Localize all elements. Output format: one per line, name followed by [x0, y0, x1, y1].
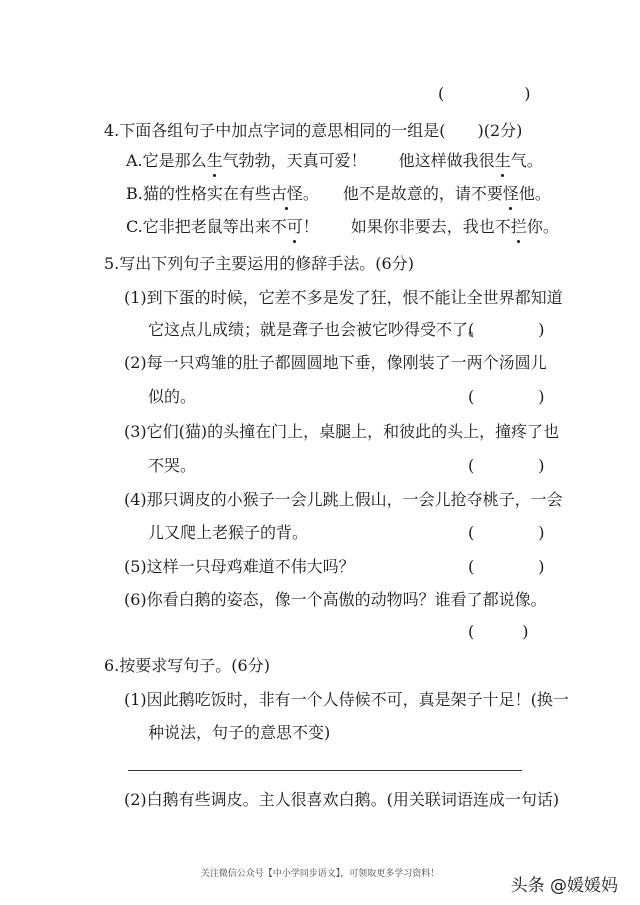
q5-stem: 5.写出下列句子主要运用的修辞手法。(6分)	[104, 254, 414, 273]
q5-s4-line1: (4)那只调皮的小猴子一会儿跳上假山，一会儿抢夺桃子，一会	[124, 490, 563, 509]
q4-option-a[interactable]	[126, 150, 543, 172]
option-a-text: 气勃勃，天真可爱！ 他这样做我很	[222, 151, 495, 170]
answer-writing-line[interactable]	[128, 770, 522, 771]
q6-s1-line2: 种说法，句子的意思不变)	[148, 723, 331, 742]
option-a-text: 气。	[510, 151, 543, 170]
q5-s1-line2: 它这点儿成绩；就是聋子也会被它吵得受不了。	[148, 320, 485, 339]
answer-blank[interactable]: ( )	[468, 387, 545, 406]
q5-s6-line1: (6)你看白鹅的姿态，像一个高傲的动物吗？谁看了都说像。	[124, 590, 547, 609]
dotted-char: 古怪	[270, 184, 303, 203]
q5-s5-line1: (5)这样一只母鸡难道不伟大吗？	[124, 557, 355, 576]
answer-blank[interactable]: ( )	[468, 622, 529, 641]
dotted-char: 生	[206, 151, 223, 170]
option-a-text: A.它是那么	[126, 151, 207, 170]
answer-blank[interactable]: ( )	[468, 456, 545, 475]
q5-s2-line1: (2)每一只鸡雏的肚子都圆圆地下垂，像刚装了一两个汤圆儿	[124, 353, 547, 372]
option-b-text: 。 他不是故意的，请不要	[302, 184, 503, 203]
q6-s2-line1: (2)白鹅有些调皮。主人很喜欢白鹅。(用关联词语连成一句话)	[124, 790, 560, 809]
q5-s3-line1: (3)它们(猫)的头撞在门上，桌腿上，和彼此的头上，撞疼了也	[124, 422, 560, 441]
q5-s4-line2: 儿又爬上老猴子的背。	[148, 523, 309, 542]
q4-option-c[interactable]	[126, 216, 559, 238]
dotted-char: 可	[286, 217, 303, 236]
option-c-text: ！ 如果你非要去，我也不	[302, 217, 511, 236]
answer-blank[interactable]: ( )	[468, 320, 545, 339]
q5-s1-line1: (1)到下蛋的时候，它差不多是发了狂，恨不能让全世界都知道	[124, 288, 563, 307]
option-c-text: C.它非把老鼠等出来不	[126, 217, 287, 236]
q6-stem: 6.按要求写句子。(6分)	[104, 656, 270, 675]
option-c-text: 你。	[526, 217, 559, 236]
dotted-char: 拦	[510, 217, 527, 236]
q4-option-b[interactable]	[126, 183, 551, 205]
q5-s2-line2: 似的。	[148, 387, 197, 406]
option-b-text: B.猫的性格实在有些	[126, 184, 271, 203]
q5-s3-line2: 不哭。	[148, 456, 197, 475]
dotted-char: 生	[494, 151, 511, 170]
q6-s1-line1: (1)因此鹅吃饭时，非有一个人侍候不可，真是架子十足！(换一	[124, 690, 569, 709]
answer-blank[interactable]: ( )	[468, 523, 545, 542]
dotted-char: 怪	[502, 184, 519, 203]
option-b-text: 他。	[518, 184, 551, 203]
answer-blank[interactable]: ( )	[468, 557, 545, 576]
footer-note: 关注微信公众号【中小学同步语文】，可领取更多学习资料！	[200, 869, 440, 879]
answer-blank[interactable]: ( )	[438, 84, 531, 103]
watermark: 头条 @媛媛妈	[510, 876, 618, 896]
q4-stem: 4.下面各组句子中加点字词的意思相同的一组是( )(2分)	[104, 121, 523, 140]
